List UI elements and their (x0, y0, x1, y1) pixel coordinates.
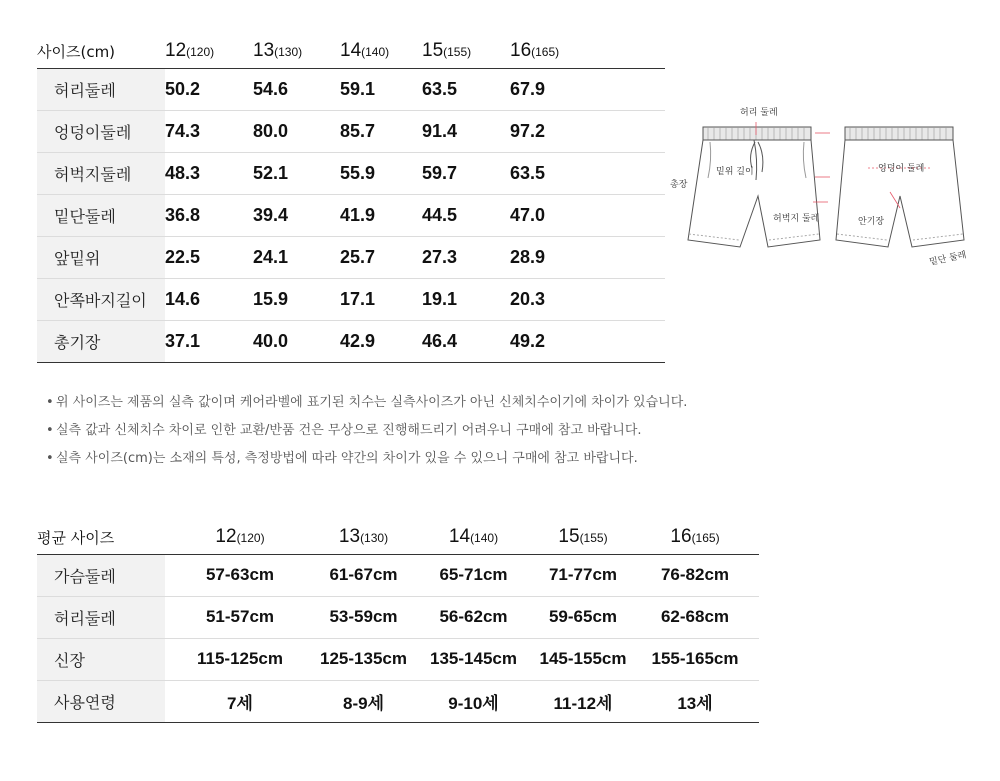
value-cell: 67.9 (510, 78, 546, 99)
value-cell: 49.2 (510, 330, 546, 351)
value-cell: 47.0 (510, 204, 546, 225)
value-cell: 56-62cm (439, 607, 508, 626)
value-cell: 24.1 (253, 246, 289, 267)
avg-size-col-header: 13(130) (338, 525, 389, 547)
avg-size-col-header: 16(165) (670, 525, 720, 547)
avg-size-col-header: 15(155) (558, 525, 608, 547)
value-cell: 36.8 (165, 204, 201, 225)
row-label: 안쪽바지길이 (37, 278, 165, 320)
value-cell: 91.4 (422, 120, 458, 141)
avg-table-row (37, 638, 759, 680)
value-cell: 20.3 (510, 288, 546, 309)
size-col-header: 12(120) (165, 39, 215, 61)
value-cell: 8-9세 (343, 693, 384, 713)
value-cell: 27.3 (422, 246, 458, 267)
value-cell: 37.1 (165, 330, 201, 351)
size-col-header: 15(155) (422, 39, 472, 61)
size-table-row (37, 236, 665, 278)
value-cell: 39.4 (253, 204, 289, 225)
value-cell: 46.4 (422, 330, 458, 351)
value-cell: 53-59cm (329, 607, 398, 626)
value-cell: 125-135cm (320, 649, 407, 668)
thigh-diagram-label: 허벅지 둘레 (773, 214, 820, 224)
value-cell: 40.0 (253, 330, 289, 351)
row-label: 허리둘레 (37, 68, 165, 110)
value-cell: 51-57cm (205, 607, 275, 626)
avg-size-col-header: 12(120) (215, 525, 265, 547)
value-cell: 52.1 (253, 162, 289, 183)
size-table-row (37, 194, 665, 236)
value-cell: 145-155cm (539, 649, 627, 668)
avg-table-row (37, 596, 759, 638)
note-text: 실측 사이즈(cm)는 소재의 특성, 측정방법에 따라 약간의 차이가 있을 수 있으니 구매에 참고 바랍니다. (56, 451, 638, 466)
size-col-header: 13(130) (253, 39, 303, 61)
row-label: 사용연령 (37, 680, 165, 722)
waist-diagram-label: 허리 둘레 (740, 108, 778, 118)
value-cell: 9-10세 (448, 693, 499, 713)
value-cell: 59-65cm (548, 607, 618, 626)
value-cell: 80.0 (253, 120, 289, 141)
inseam-diagram-label: 안기장 (858, 217, 885, 227)
row-label: 허벅지둘레 (37, 152, 165, 194)
row-label: 밑단둘레 (37, 194, 165, 236)
value-cell: 135-145cm (430, 649, 517, 668)
value-cell: 25.7 (340, 246, 376, 267)
value-cell: 41.9 (340, 204, 376, 225)
size-measurement-table (37, 22, 665, 363)
value-cell: 63.5 (510, 162, 546, 183)
hem-diagram-label: 밑단 둘레 (928, 250, 968, 268)
value-cell: 50.2 (165, 78, 201, 99)
row-label: 앞밑위 (37, 236, 165, 278)
size-col-header: 14(140) (340, 39, 390, 61)
note-item (46, 450, 746, 478)
row-label: 총기장 (37, 320, 165, 362)
value-cell: 155-165cm (651, 649, 739, 668)
value-cell: 11-12세 (553, 693, 613, 713)
total-length-diagram-label: 총장 (670, 180, 688, 190)
value-cell: 59.7 (422, 162, 458, 183)
value-cell: 14.6 (165, 288, 201, 309)
value-cell: 55.9 (340, 162, 376, 183)
value-cell: 76-82cm (660, 565, 730, 584)
avg-table-row (37, 680, 759, 722)
value-cell: 97.2 (510, 120, 546, 141)
note-text: 위 사이즈는 제품의 실측 값이며 케어라벨에 표기된 치수는 실측사이즈가 아닌 신체치수이기에 차이가 있습니다. (56, 395, 688, 410)
value-cell: 65-71cm (439, 565, 508, 584)
value-cell: 62-68cm (660, 607, 730, 626)
size-table-row (37, 320, 665, 362)
value-cell: 22.5 (165, 246, 201, 267)
avg-table-header-label: 평균 사이즈 (37, 528, 115, 547)
value-cell: 59.1 (340, 78, 376, 99)
row-label: 가슴둘레 (37, 554, 165, 596)
value-cell: 48.3 (165, 162, 201, 183)
size-table-row (37, 278, 665, 320)
value-cell: 74.3 (165, 120, 201, 141)
value-cell: 115-125cm (196, 649, 284, 668)
value-cell: 57-63cm (205, 565, 275, 584)
row-label: 엉덩이둘레 (37, 110, 165, 152)
size-table-header-label: 사이즈(cm) (37, 42, 116, 61)
size-notes-list (46, 394, 746, 478)
avg-table-row (37, 554, 759, 596)
avg-table-header (37, 512, 759, 554)
size-table-header (37, 22, 665, 68)
value-cell: 13세 (677, 693, 713, 713)
front-shorts-drawing (688, 127, 820, 247)
size-table-row (37, 152, 665, 194)
note-item (46, 394, 746, 422)
bullet-icon: • (46, 395, 54, 410)
value-cell: 7세 (227, 693, 253, 713)
note-text: 실측 값과 신체치수 차이로 인한 교환/반품 건은 무상으로 진행해드리기 어려우니 구매에 참고 바랍니다. (56, 423, 642, 438)
note-item (46, 422, 746, 450)
row-label: 신장 (37, 638, 165, 680)
shorts-measurement-diagram (668, 100, 968, 275)
hip-diagram-label: 엉덩이 둘레 (878, 164, 925, 174)
value-cell: 44.5 (422, 204, 458, 225)
bullet-icon: • (46, 451, 54, 466)
size-table-row (37, 68, 665, 110)
value-cell: 19.1 (422, 288, 458, 309)
size-table-row (37, 110, 665, 152)
value-cell: 54.6 (253, 78, 289, 99)
value-cell: 63.5 (422, 78, 458, 99)
bullet-icon: • (46, 423, 54, 438)
value-cell: 85.7 (340, 120, 376, 141)
avg-size-col-header: 14(140) (448, 525, 499, 547)
back-shorts-drawing (836, 127, 964, 247)
value-cell: 17.1 (340, 288, 376, 309)
value-cell: 15.9 (253, 288, 289, 309)
row-label: 허리둘레 (37, 596, 165, 638)
value-cell: 61-67cm (329, 565, 398, 584)
size-col-header: 16(165) (510, 39, 560, 61)
value-cell: 71-77cm (548, 565, 618, 584)
front-rise-diagram-label: 밑위 길이 (716, 167, 754, 177)
value-cell: 42.9 (340, 330, 376, 351)
average-size-table (37, 512, 759, 723)
value-cell: 28.9 (510, 246, 546, 267)
